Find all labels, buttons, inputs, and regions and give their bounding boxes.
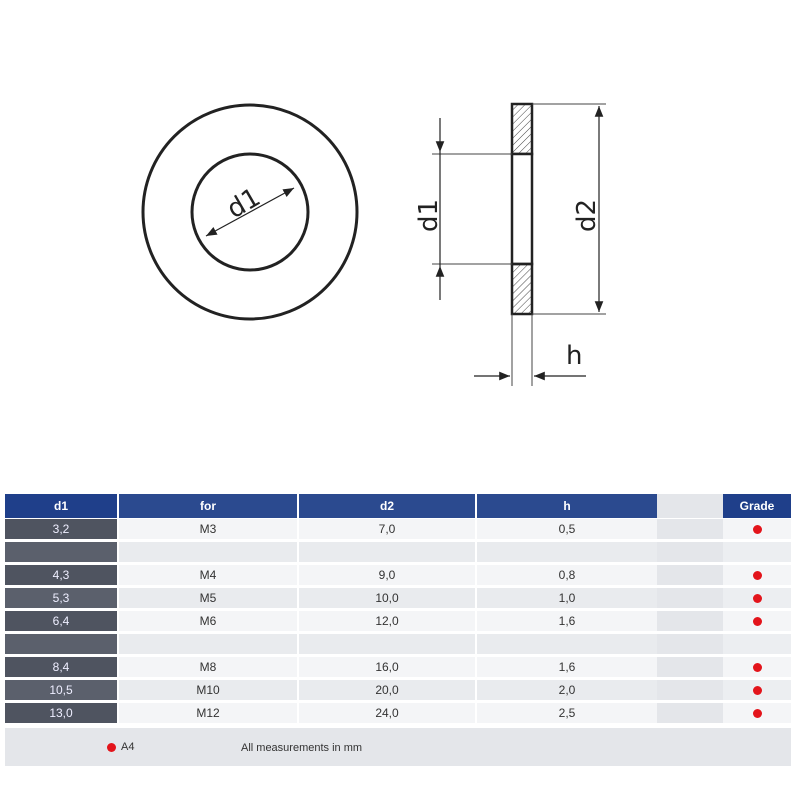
cell-h	[477, 542, 657, 562]
cell-grade	[723, 680, 791, 700]
cell-d2: 9,0	[299, 565, 475, 585]
cell-for: M10	[119, 680, 297, 700]
col-header-grade: Grade	[723, 494, 791, 518]
cell-for: M12	[119, 703, 297, 723]
row-gap	[657, 680, 723, 700]
cell-for: M4	[119, 565, 297, 585]
col-header-d2: d2	[299, 494, 475, 518]
measurement-note: All measurements in mm	[241, 742, 363, 754]
washer-front-view	[143, 105, 357, 319]
a4-dot-icon	[107, 743, 116, 752]
row-gap	[657, 519, 723, 539]
grade-a4-dot-icon	[753, 594, 762, 603]
cell-grade	[723, 519, 791, 539]
cell-d1: 10,5	[5, 680, 117, 700]
cell-grade	[723, 703, 791, 723]
cell-h: 2,5	[477, 703, 657, 723]
cell-d1: 6,4	[5, 611, 117, 631]
cell-d1	[5, 634, 117, 654]
cell-for: M8	[119, 657, 297, 677]
cell-h: 0,8	[477, 565, 657, 585]
cell-grade	[723, 657, 791, 677]
cell-h	[477, 634, 657, 654]
cell-h: 1,0	[477, 588, 657, 608]
cell-d2	[299, 634, 475, 654]
cell-for: M3	[119, 519, 297, 539]
cell-d2: 16,0	[299, 657, 475, 677]
legend-a4-label: A4	[121, 741, 135, 753]
cell-d2: 24,0	[299, 703, 475, 723]
col-header-d1: d1	[5, 494, 117, 518]
cell-h: 0,5	[477, 519, 657, 539]
side-h-label: h	[566, 341, 583, 371]
grade-a4-dot-icon	[753, 525, 762, 534]
side-d1-label: d1	[414, 198, 444, 232]
front-d1-label: d1	[222, 182, 266, 225]
cell-d2: 10,0	[299, 588, 475, 608]
grade-a4-dot-icon	[753, 571, 762, 580]
cell-grade	[723, 565, 791, 585]
row-gap	[657, 703, 723, 723]
cell-d1: 13,0	[5, 703, 117, 723]
cell-d2	[299, 542, 475, 562]
cell-d1: 8,4	[5, 657, 117, 677]
cell-d1: 3,2	[5, 519, 117, 539]
col-header-for: for	[119, 494, 297, 518]
grade-a4-dot-icon	[753, 617, 762, 626]
cell-grade	[723, 588, 791, 608]
grade-a4-dot-icon	[753, 686, 762, 695]
washer-side-view	[414, 104, 606, 386]
cell-d1: 4,3	[5, 565, 117, 585]
cell-for: M6	[119, 611, 297, 631]
side-d2-label: d2	[572, 198, 602, 232]
cell-h: 2,0	[477, 680, 657, 700]
cell-grade	[723, 611, 791, 631]
grade-a4-dot-icon	[753, 709, 762, 718]
cell-for	[119, 542, 297, 562]
cell-grade	[723, 634, 791, 654]
cell-for: M5	[119, 588, 297, 608]
cell-d2: 20,0	[299, 680, 475, 700]
cell-for	[119, 634, 297, 654]
cell-d1	[5, 542, 117, 562]
cell-d1: 5,3	[5, 588, 117, 608]
row-gap	[657, 657, 723, 677]
row-gap	[657, 634, 723, 654]
cell-d2: 7,0	[299, 519, 475, 539]
cell-d2: 12,0	[299, 611, 475, 631]
cell-h: 1,6	[477, 657, 657, 677]
cell-grade	[723, 542, 791, 562]
row-gap	[657, 611, 723, 631]
row-gap	[657, 588, 723, 608]
cell-h: 1,6	[477, 611, 657, 631]
col-header-h: h	[477, 494, 657, 518]
row-gap	[657, 542, 723, 562]
row-gap	[657, 565, 723, 585]
header-gap	[657, 494, 723, 518]
grade-a4-dot-icon	[753, 663, 762, 672]
